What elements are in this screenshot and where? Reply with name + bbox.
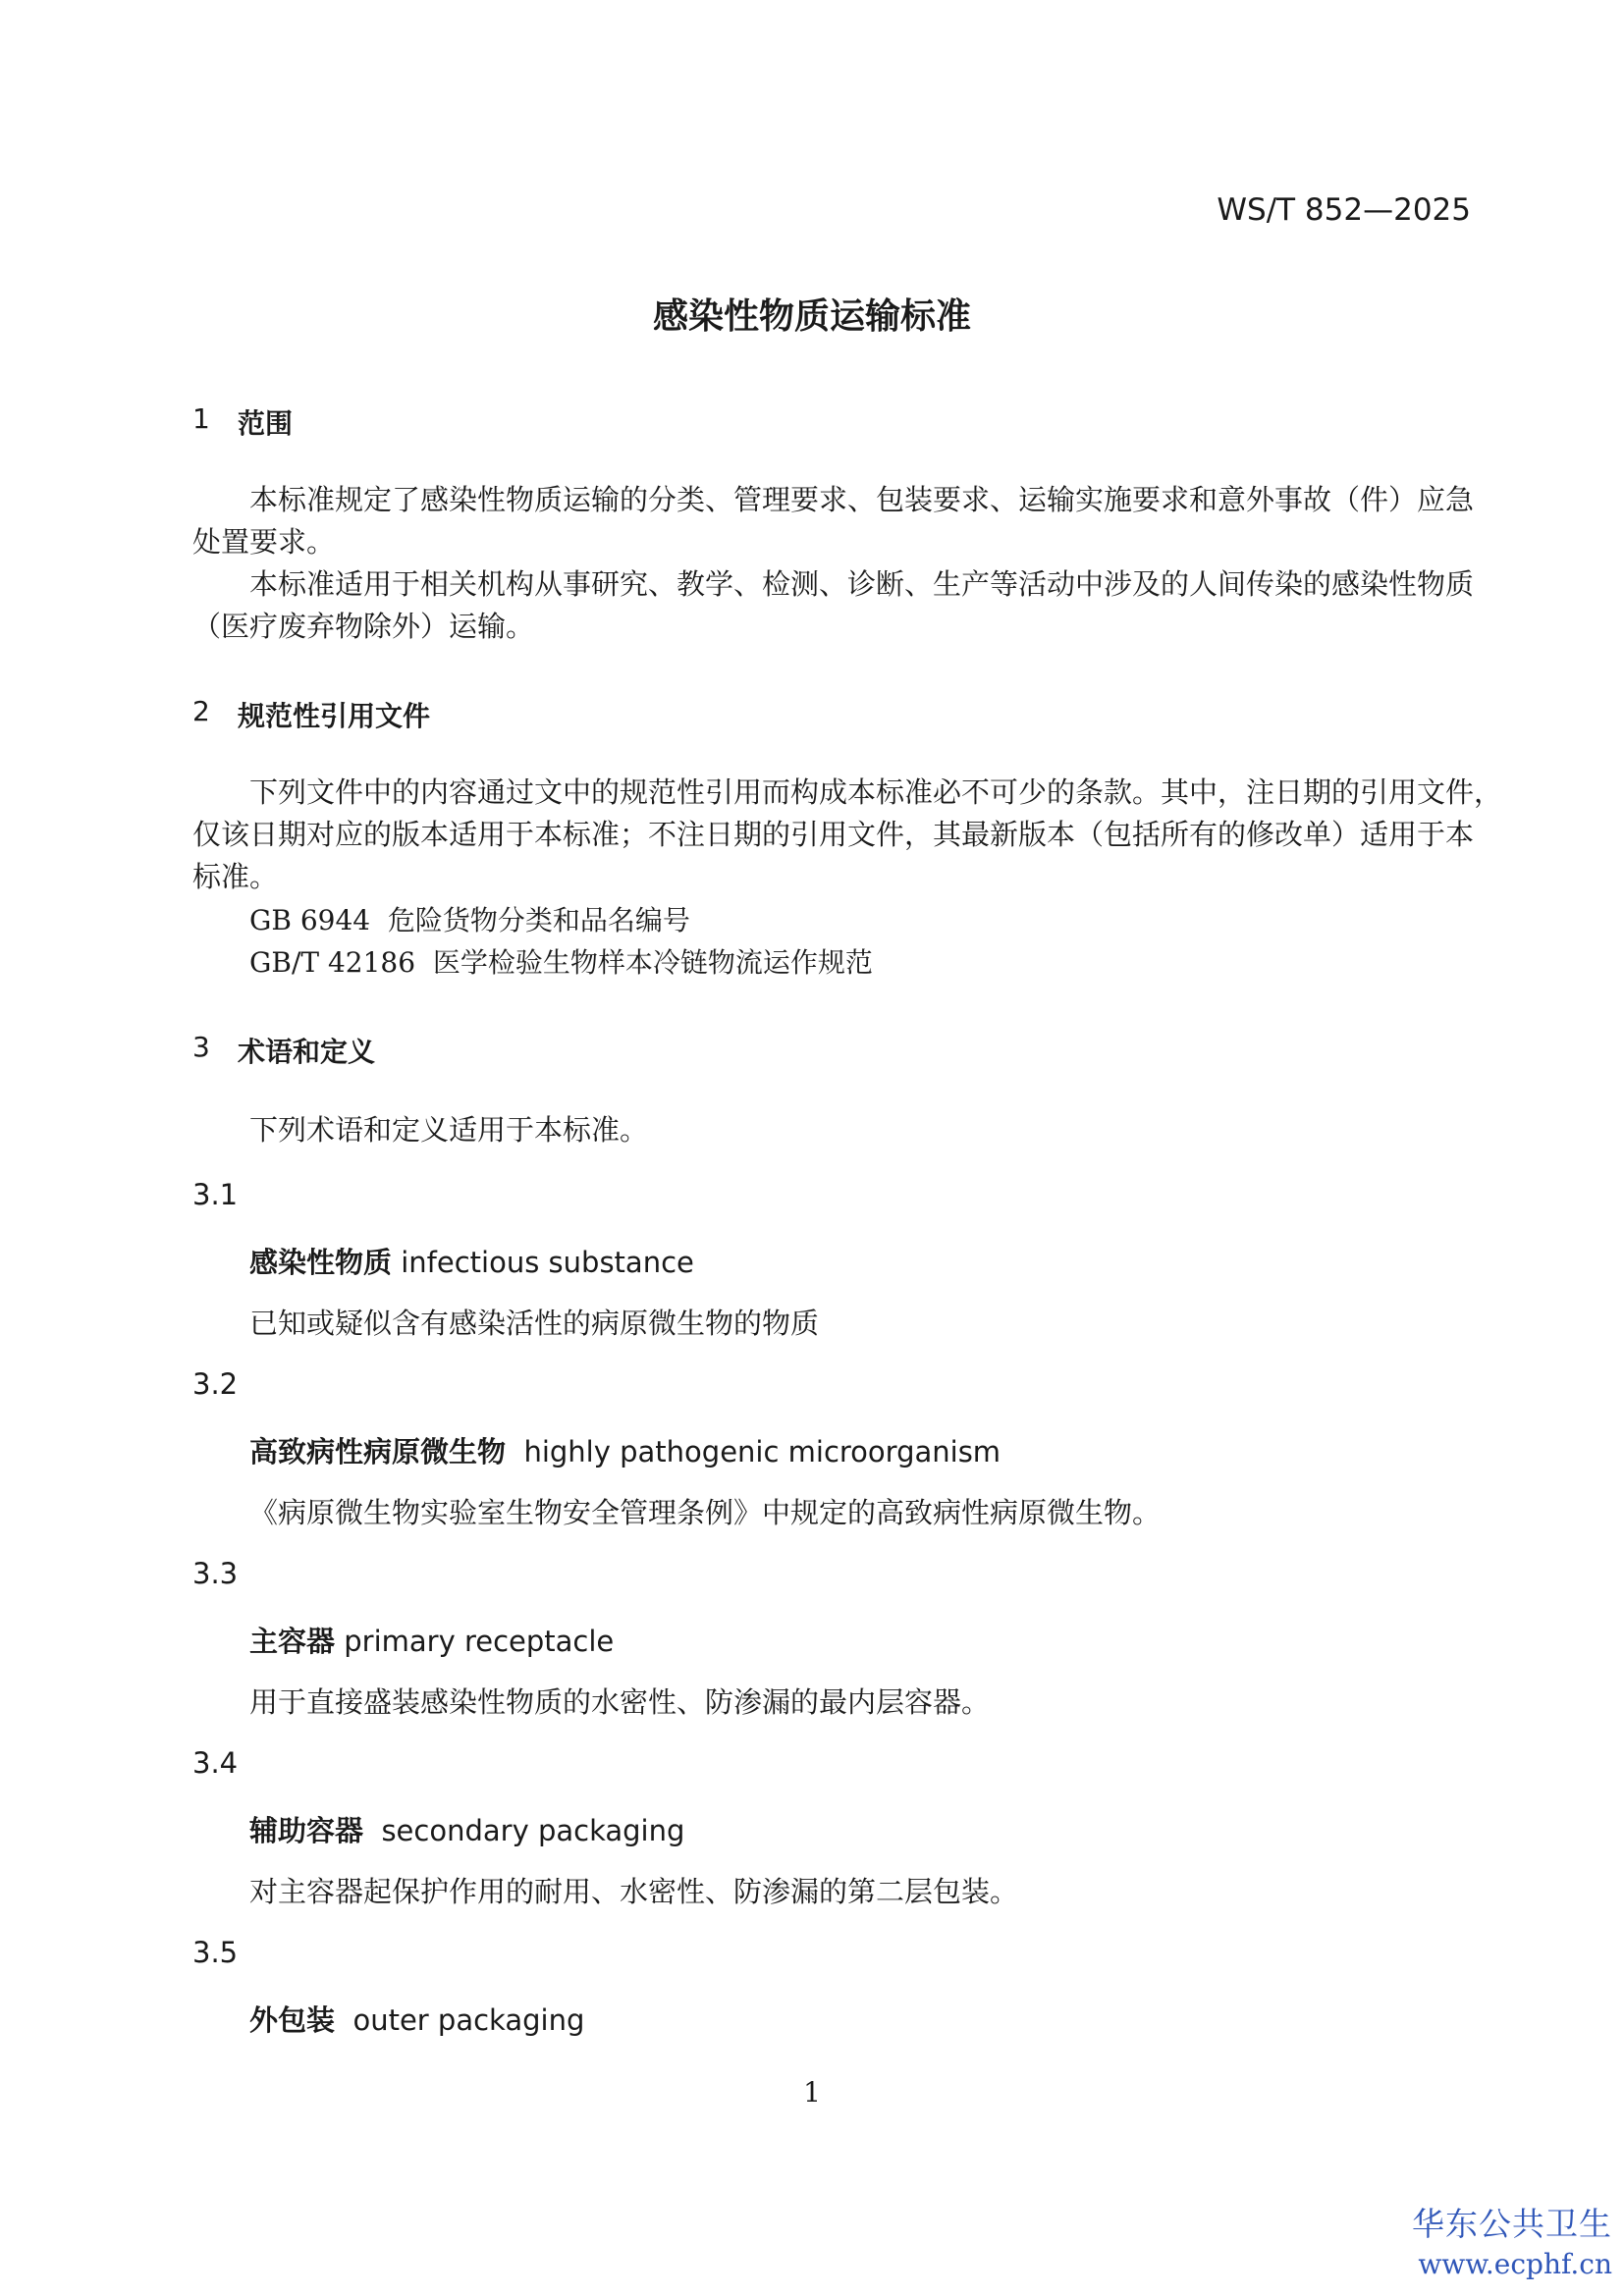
reference-name: 危险货物分类和品名编号: [387, 904, 690, 936]
term-definition: 已知或疑似含有感染活性的病原微生物的物质: [249, 1307, 820, 1340]
term-number: 3.2: [192, 1367, 239, 1401]
reference-code: GB 6944: [249, 904, 371, 936]
section-2-title: 规范性引用文件: [238, 700, 431, 732]
term-english: outer packaging: [352, 2003, 585, 2037]
term-heading: [249, 1809, 684, 1849]
section-2-paragraph-line-3: 标准。: [192, 860, 279, 893]
term-chinese: 感染性物质: [249, 1246, 393, 1279]
section-2-paragraph-line-1: 下列文件中的内容通过文中的规范性引用而构成本标准必不可少的条款。其中，注日期的引用文件，: [249, 775, 1503, 809]
section-1-paragraph-1-line-1: 本标准规定了感染性物质运输的分类、管理要求、包装要求、运输实施要求和意外事故（件）应急: [249, 483, 1475, 516]
section-2-paragraph-line-2: 仅该日期对应的版本适用于本标准；不注日期的引用文件，其最新版本（包括所有的修改单）适用于本: [192, 818, 1475, 851]
term-number: 3.4: [192, 1746, 239, 1780]
reference-code: GB/T 42186: [249, 946, 416, 979]
section-1-title: 范围: [238, 407, 294, 440]
section-1-paragraph-1-line-2: 处置要求。: [192, 525, 336, 559]
section-3-intro: 下列术语和定义适用于本标准。: [249, 1113, 649, 1147]
term-heading: [249, 1999, 584, 2039]
term-heading: [249, 1620, 614, 1660]
standard-code: WS/T 852—2025: [1217, 192, 1471, 228]
term-english: primary receptacle: [344, 1625, 615, 1658]
term-chinese: 外包装: [249, 2003, 336, 2037]
document-title: 感染性物质运输标准: [652, 296, 971, 337]
section-1-paragraph-2-line-2: （医疗废弃物除外）运输。: [192, 610, 535, 643]
section-3-title: 术语和定义: [238, 1036, 376, 1068]
term-chinese: 辅助容器: [249, 1814, 364, 1847]
section-1-number: 1: [192, 402, 210, 435]
watermark-text: 华东公共卫生: [1412, 2205, 1612, 2243]
term-english: infectious substance: [401, 1246, 694, 1279]
normative-reference: [249, 941, 873, 981]
term-number: 3.3: [192, 1557, 239, 1590]
term-chinese: 主容器: [249, 1625, 336, 1658]
section-3-number: 3: [192, 1031, 210, 1063]
term-definition: 《病原微生物实验室生物安全管理条例》中规定的高致病性病原微生物。: [249, 1496, 1162, 1529]
watermark-url[interactable]: www.ecphf.cn: [1418, 2248, 1612, 2280]
term-heading: [249, 1430, 1001, 1470]
section-2-number: 2: [192, 695, 210, 727]
term-number: 3.5: [192, 1936, 239, 1969]
reference-name: 医学检验生物样本冷链物流运作规范: [432, 946, 873, 979]
section-1-paragraph-2-line-1: 本标准适用于相关机构从事研究、教学、检测、诊断、生产等活动中涉及的人间传染的感染性物质: [249, 567, 1475, 601]
term-heading: [249, 1241, 694, 1281]
normative-reference: [249, 899, 690, 938]
term-english: highly pathogenic microorganism: [523, 1435, 1001, 1468]
term-number: 3.1: [192, 1178, 239, 1211]
term-definition: 用于直接盛装感染性物质的水密性、防渗漏的最内层容器。: [249, 1685, 991, 1719]
term-english: secondary packaging: [381, 1814, 685, 1847]
term-definition: 对主容器起保护作用的耐用、水密性、防渗漏的第二层包装。: [249, 1875, 1019, 1908]
page-number: 1: [803, 2076, 821, 2109]
term-chinese: 高致病性病原微生物: [249, 1435, 507, 1468]
